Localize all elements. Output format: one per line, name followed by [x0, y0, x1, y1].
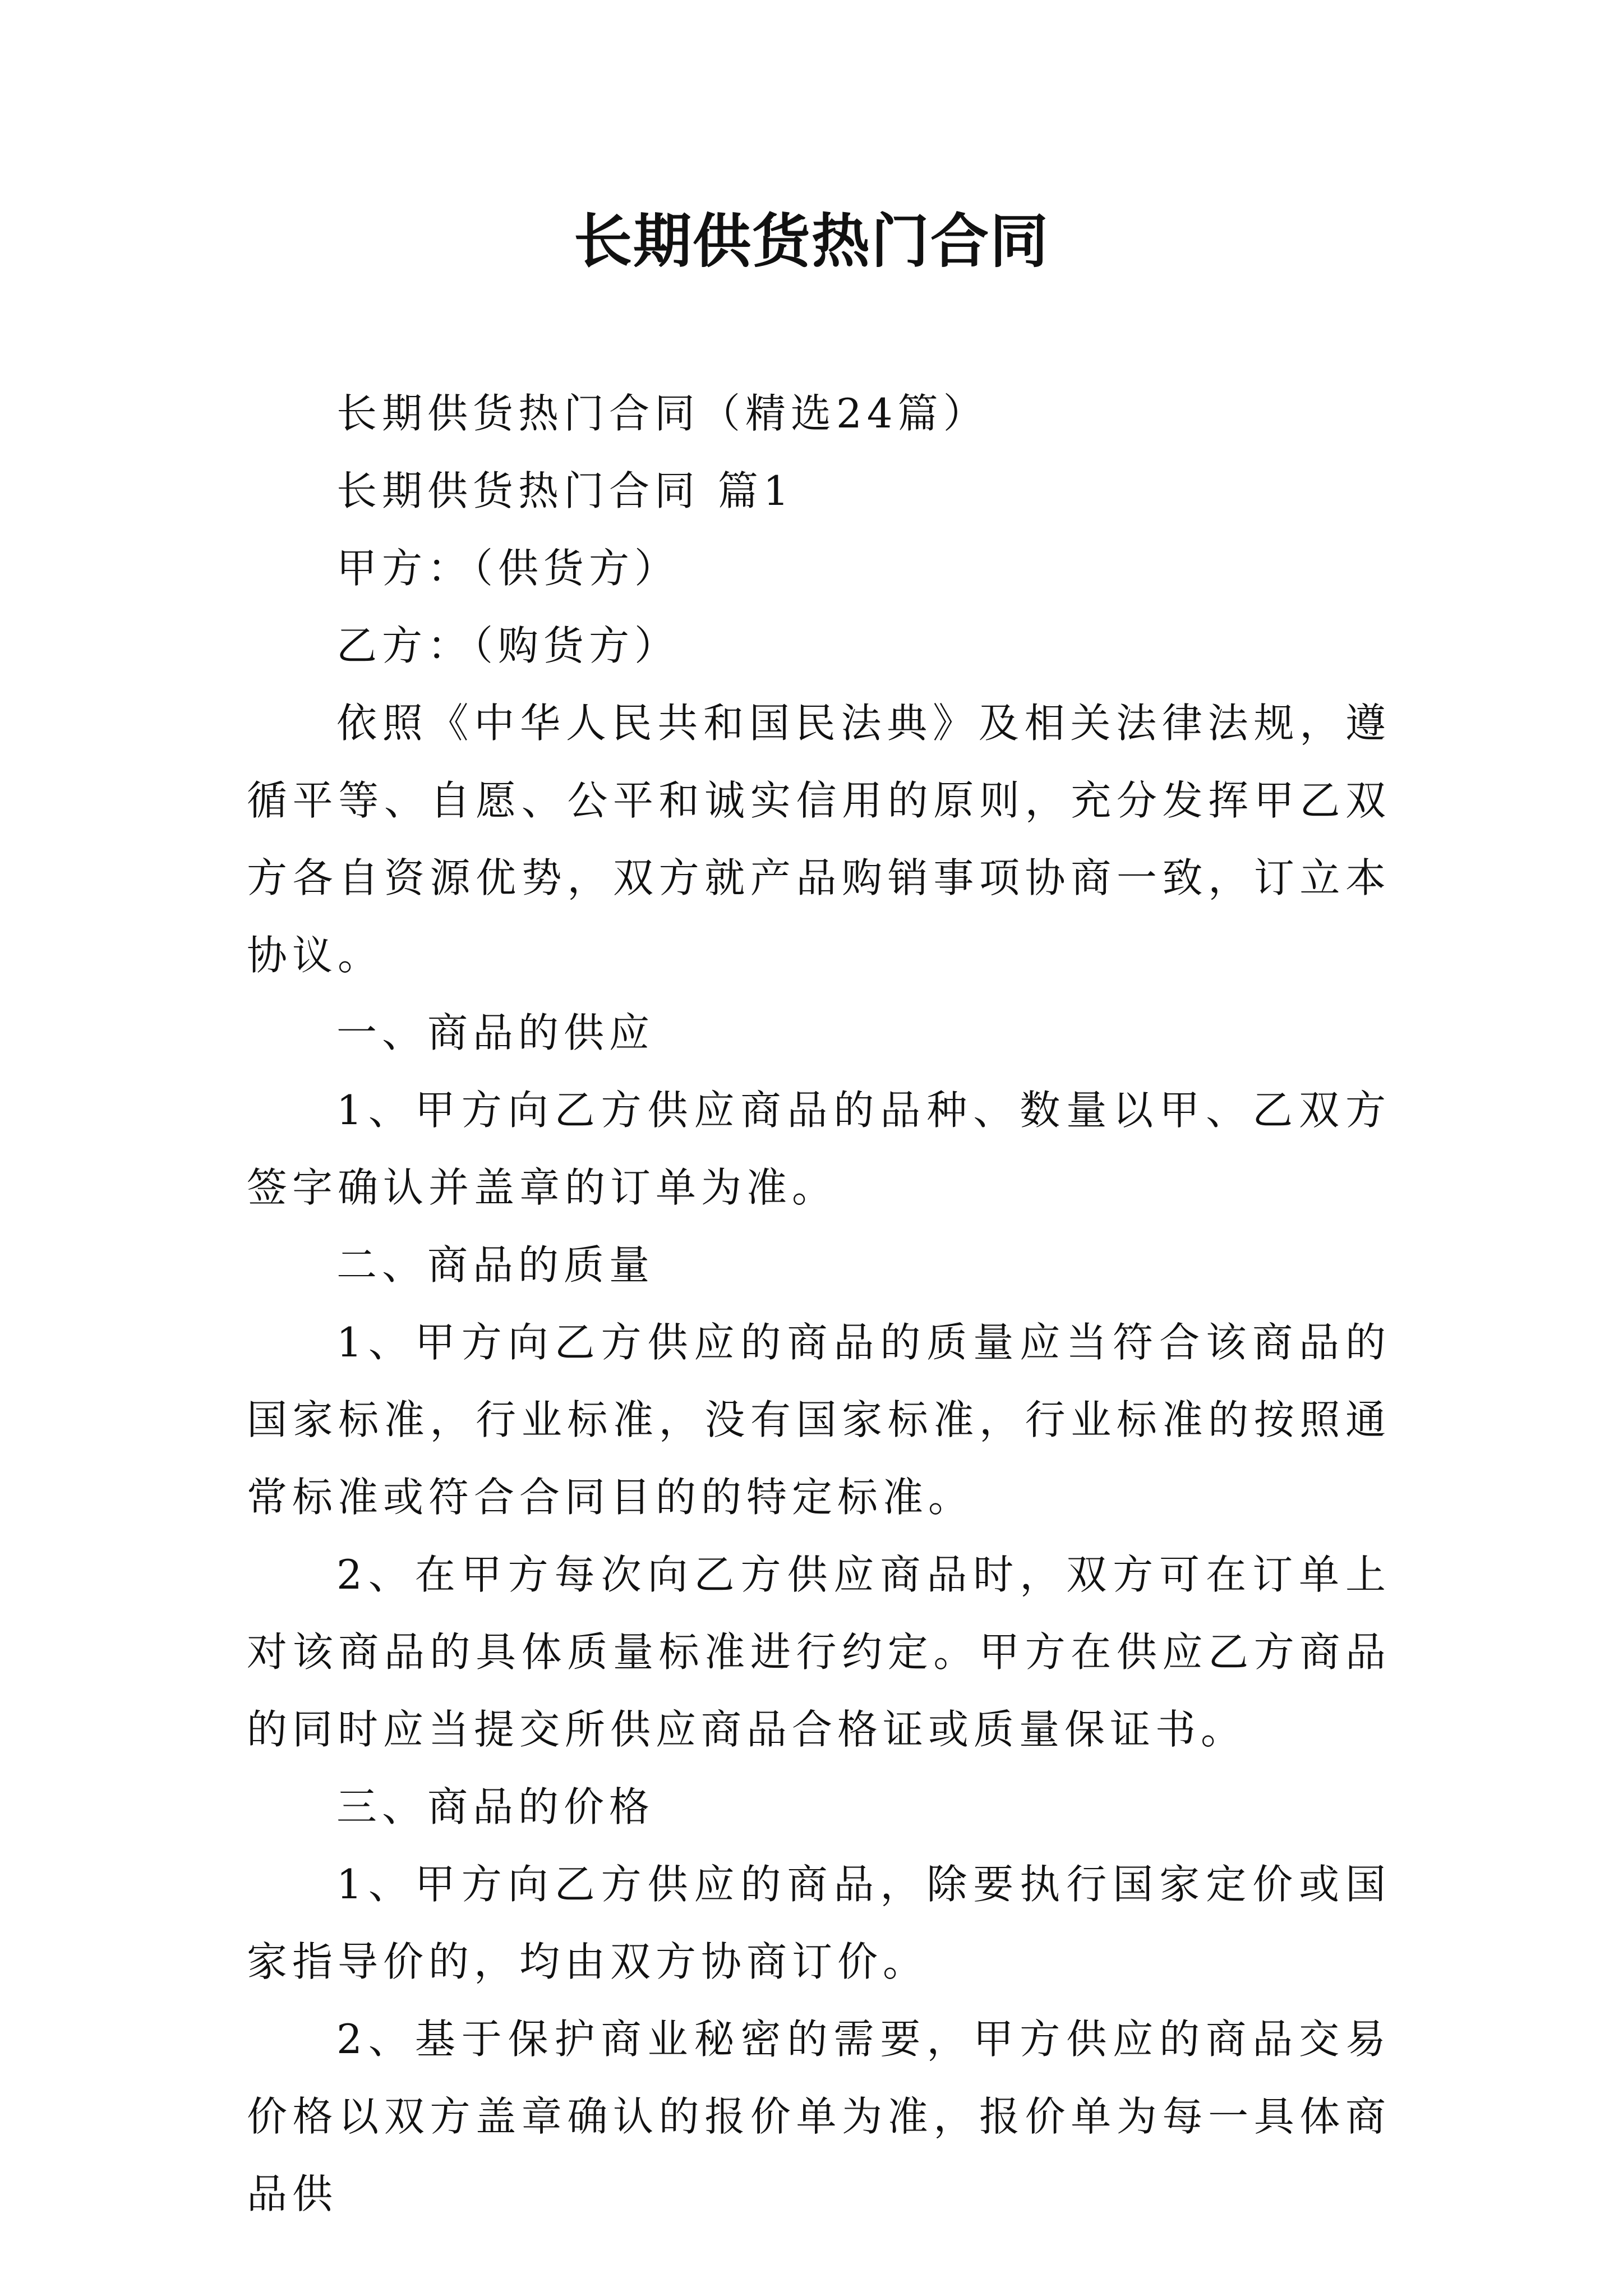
- paragraph-party-a: 甲方：（供货方）: [336, 545, 680, 592]
- paragraph-subtitle: 长期供货热门合同（精选24篇）: [336, 390, 989, 437]
- document-body: [247, 375, 1391, 2233]
- clause-quality-1: 1、甲方向乙方供应的商品的质量应当符合该商品的国家标准，行业标准，没有国家标准，行业标准的按照通常标准或符合合同目的的特定标准。: [247, 1319, 1391, 1521]
- document-title: 长期供货热门合同: [573, 206, 1049, 275]
- paragraph-party-b: 乙方：（购货方）: [336, 622, 680, 669]
- paragraph-article-heading: 长期供货热门合同 篇1: [336, 467, 794, 514]
- clause-quality-2: 2、在甲方每次向乙方供应商品时，双方可在订单上对该商品的具体质量标准进行约定。甲方在供应乙方商品的同时应当提交所供应商品合格证或质量保证书。: [247, 1551, 1391, 1753]
- paragraph-preamble: 依照《中华人民共和国民法典》及相关法律法规，遵循平等、自愿、公平和诚实信用的原则，充分发挥甲乙双方各自资源优势，双方就产品购销事项协商一致，订立本协议。: [247, 700, 1391, 979]
- clause-price-2: 2、基于保护商业秘密的需要，甲方供应的商品交易价格以双方盖章确认的报价单为准，报价单为每一具体商品供: [247, 2016, 1391, 2217]
- section-heading-quality: 二、商品的质量: [336, 1241, 655, 1289]
- section-heading-supply: 一、商品的供应: [336, 1009, 655, 1056]
- clause-price-1: 1、甲方向乙方供应的商品，除要执行国家定价或国家指导价的，均由双方协商订价。: [247, 1861, 1391, 1985]
- section-heading-price: 三、商品的价格: [336, 1783, 655, 1830]
- clause-supply-1: 1、甲方向乙方供应商品的品种、数量以甲、乙双方签字确认并盖章的订单为准。: [247, 1087, 1391, 1211]
